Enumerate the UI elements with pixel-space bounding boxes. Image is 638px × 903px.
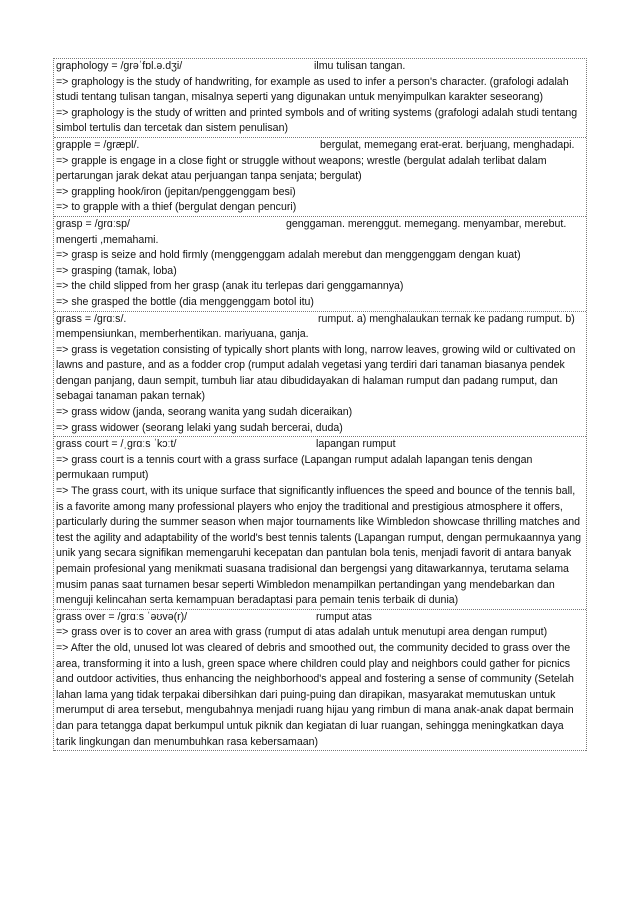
example-line: => The grass court, with its unique surface that significantly influences the speed and bounce of the tennis ball, is a favorite among many professional players who enjoy the traditional and prestigious atmosphere it offers, particularly during the summer season when major tournaments like Wimbledon showcase thrilling matches and test the agility and adaptability of the world's best tennis talents (Lapangan rumput, dengan permukaannya yang unik yang secara signifikan memengaruhi kecepatan dan pantulan bola tenis, menjadi favorit di antara banyak pemain profesional yang menikmati suasana tradisional dan bergengsi yang ditawarkannya, terutama selama musim panas saat turnamen besar seperti Wimbledon menampilkan pertandingan yang mendebarkan dan menguji kelincahan serta kemampuan beradaptasi para pemain tenis terbaik di dunia) bbox=[56, 485, 581, 607]
dictionary-entry bbox=[54, 312, 586, 438]
entry-headword-line bbox=[56, 610, 583, 626]
example-line: => to grapple with a thief (bergulat dengan pencuri) bbox=[56, 201, 297, 214]
example-line: => the child slipped from her grasp (anak itu terlepas dari genggamannya) bbox=[56, 280, 404, 293]
example-line: => grass court is a tennis court with a grass surface (Lapangan rumput adalah lapangan tenis dengan permukaan rumput) bbox=[56, 453, 533, 482]
dictionary-entry bbox=[54, 59, 586, 138]
entry-headword-line bbox=[56, 59, 583, 75]
entry-list bbox=[54, 59, 586, 751]
entry-headword-line bbox=[56, 312, 583, 343]
example-line: => grass over is to cover an area with grass (rumput di atas adalah untuk menutupi area dengan rumput) bbox=[56, 626, 548, 639]
entry-headword-line bbox=[56, 217, 583, 248]
headword-pronunciation: grapple = /ɡræpl/. bbox=[56, 138, 140, 151]
dictionary-entry bbox=[54, 610, 586, 751]
example-line: => grass widower (seorang lelaki yang sudah bercerai, duda) bbox=[56, 421, 343, 434]
entry-headword-line bbox=[56, 138, 583, 154]
example-line: => grapple is engage in a close fight or struggle without weapons; wrestle (bergulat adalah terlibat dalam pertarungan jarak dekat atau perjuangan tanpa senjata; bergulat) bbox=[56, 154, 547, 183]
headword-pronunciation: grass court = /ˌɡrɑːs ˈkɔːt/ bbox=[56, 438, 177, 451]
example-line: => grass is vegetation consisting of typically short plants with long, narrow leaves, growing wild or cultivated on lawns and pasture, and as a fodder crop (rumput adalah vegetasi yang terdiri dari tanaman biasanya pendek dengan panjang, daun sempit, tumbuh liar atau dibudidayakan di halaman rumput dan padang rumput, dan sebagai tanaman pakan ternak) bbox=[56, 343, 576, 403]
example-line: => grasp is seize and hold firmly (menggenggam adalah merebut dan menggenggam dengan kuat) bbox=[56, 249, 521, 262]
example-line: => graphology is the study of written and printed symbols and of writing systems (grafologi adalah studi tentang simbol tertulis dan tercetak dan sistem penulisan) bbox=[56, 106, 578, 135]
example-line: => grappling hook/iron (jepitan/penggenggam besi) bbox=[56, 185, 296, 198]
dictionary-entry bbox=[54, 217, 586, 312]
example-line: => grass widow (janda, seorang wanita yang sudah diceraikan) bbox=[56, 406, 353, 419]
example-line: => grasping (tamak, loba) bbox=[56, 264, 177, 277]
entry-headword-line bbox=[56, 437, 583, 453]
dictionary-document bbox=[53, 58, 587, 751]
headword-pronunciation: graphology = /ɡrəˈfɒl.ə.dʒi/ bbox=[56, 60, 183, 72]
headword-meaning: ilmu tulisan tangan. bbox=[314, 60, 406, 72]
dictionary-entry bbox=[54, 138, 586, 217]
headword-meaning: lapangan rumput bbox=[316, 438, 396, 451]
example-line: => graphology is the study of handwriting, for example as used to infer a person's character. (grafologi adalah studi tentang tulisan tangan, misalnya seperti yang digunakan untuk menyimpulkan karakter seseorang) bbox=[56, 75, 569, 104]
dictionary-entry bbox=[54, 437, 586, 610]
example-line: => After the old, unused lot was cleared of debris and smoothed out, the community decided to grass over the area, transforming it into a lush, green space where children could play and neighbors could gather for picnics and outdoor activities, thus enhancing the neighborhood's appeal and fostering a sense of community (Setelah lahan lama yang tidak terpakai dibersihkan dari puing-puing dan dirapikan, masyarakat memutuskan untuk merumput di area tersebut, mengubahnya menjadi ruang hijau yang rimbun di mana anak-anak dapat bermain dan para tetangga dapat berkumpul untuk piknik dan kegiatan di luar ruangan, sehingga meningkatkan daya tarik lingkungan dan menumbuhkan rasa kebersamaan) bbox=[56, 641, 574, 748]
headword-pronunciation: grass = /ɡrɑːs/. bbox=[56, 312, 127, 325]
example-line: => she grasped the bottle (dia menggenggam botol itu) bbox=[56, 295, 314, 308]
headword-meaning: bergulat, memegang erat-erat. berjuang, menghadapi. bbox=[320, 138, 575, 151]
headword-meaning: genggaman. merenggut. memegang. menyambar, merebut. mengerti ,memahami. bbox=[56, 217, 567, 246]
headword-meaning: rumput. a) menghalaukan ternak ke padang rumput. b) mempensiunkan, memberhentikan. mariyuana, ganja. bbox=[56, 312, 575, 341]
headword-pronunciation: grass over = /ɡrɑːs ˈəʊvə(r)/ bbox=[56, 610, 188, 623]
headword-meaning: rumput atas bbox=[316, 610, 372, 623]
headword-pronunciation: grasp = /ɡrɑːsp/ bbox=[56, 217, 130, 230]
